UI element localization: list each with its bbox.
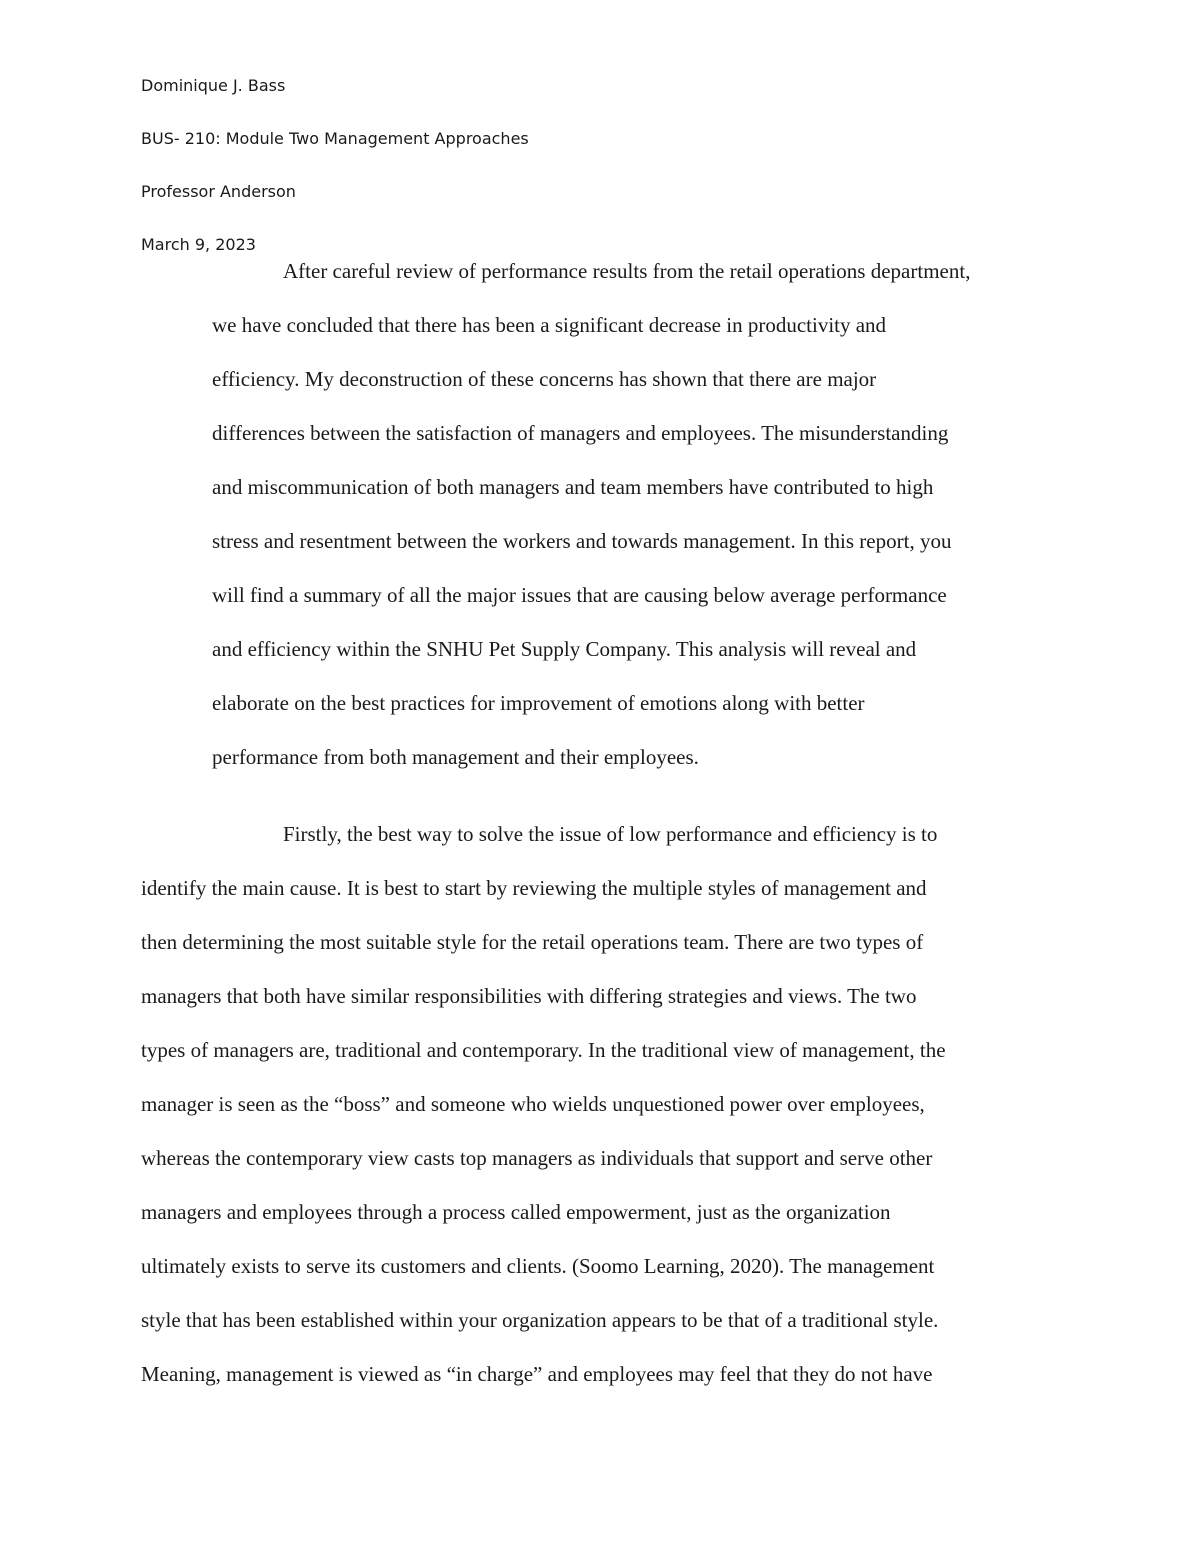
paragraph-line: types of managers are, traditional and contemporary. In the traditional view of management, the: [141, 1038, 946, 1062]
author-name: Dominique J. Bass: [141, 76, 286, 95]
paragraph-line: and miscommunication of both managers and team members have contributed to high: [212, 475, 934, 499]
paragraph-line: will find a summary of all the major issues that are causing below average performance: [212, 583, 947, 607]
paragraph-line: After careful review of performance results from the retail operations department,: [283, 259, 971, 283]
course-title: BUS- 210: Module Two Management Approaches: [141, 129, 529, 148]
paragraph-line: then determining the most suitable style for the retail operations team. There are two types of: [141, 930, 924, 954]
document-date: March 9, 2023: [141, 235, 256, 254]
paragraph-line: identify the main cause. It is best to start by reviewing the multiple styles of management and: [141, 876, 927, 900]
paragraph-line: whereas the contemporary view casts top managers as individuals that support and serve other: [141, 1146, 933, 1170]
paragraph-line: ultimately exists to serve its customers and clients. (Soomo Learning, 2020). The management: [141, 1254, 935, 1278]
paragraph-line: differences between the satisfaction of managers and employees. The misunderstanding: [212, 421, 949, 445]
paragraph-line: manager is seen as the “boss” and someone who wields unquestioned power over employees,: [141, 1092, 925, 1116]
paragraph-line: style that has been established within your organization appears to be that of a traditional style.: [141, 1308, 939, 1332]
paragraph-line: efficiency. My deconstruction of these concerns has shown that there are major: [212, 367, 877, 391]
paragraph-line: stress and resentment between the workers and towards management. In this report, you: [212, 529, 952, 553]
paragraph-line: performance from both management and their employees.: [212, 745, 699, 769]
paragraph-line: Meaning, management is viewed as “in charge” and employees may feel that they do not have: [141, 1362, 933, 1386]
paragraph-line: managers and employees through a process called empowerment, just as the organization: [141, 1200, 891, 1224]
paragraph-line: and efficiency within the SNHU Pet Supply Company. This analysis will reveal and: [212, 637, 917, 661]
paragraph-line: managers that both have similar responsibilities with differing strategies and views. The two: [141, 984, 917, 1008]
professor-name: Professor Anderson: [141, 182, 296, 201]
paragraph-line: Firstly, the best way to solve the issue of low performance and efficiency is to: [283, 822, 938, 846]
paragraph-line: elaborate on the best practices for improvement of emotions along with better: [212, 691, 865, 715]
paragraph-line: we have concluded that there has been a significant decrease in productivity and: [212, 313, 887, 337]
